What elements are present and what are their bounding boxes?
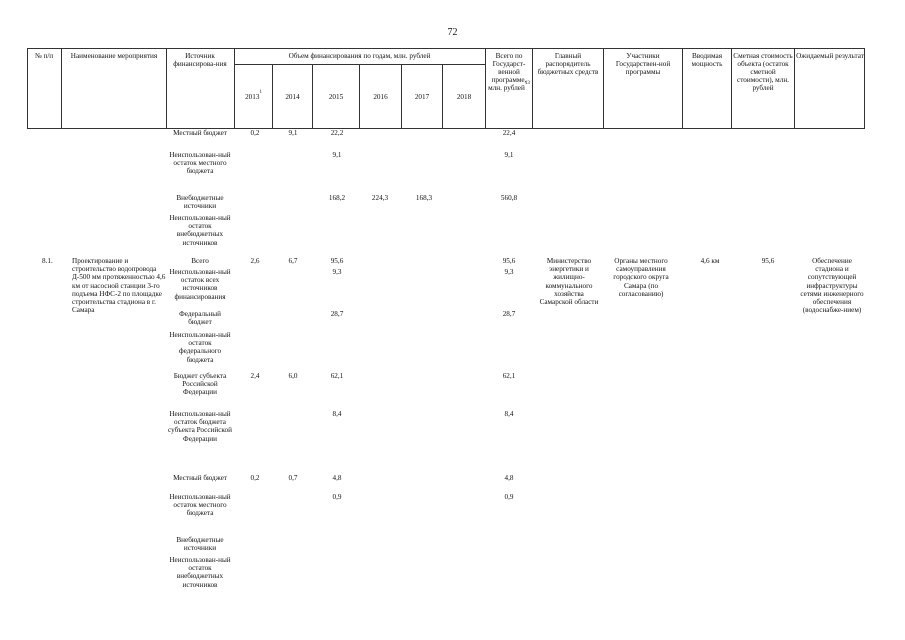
divider	[234, 49, 235, 128]
cell-2013: 2,4	[250, 372, 260, 380]
source-cell: Местный бюджет	[173, 474, 227, 482]
divider	[61, 49, 62, 128]
cell-2013: 2,6	[250, 257, 260, 265]
source-cell: Неиспользован-ный остаток местного бюджета	[169, 151, 231, 176]
source-cell: Неиспользован-ный остаток бюджета субъекта Российской Федерации	[167, 410, 232, 443]
table-header	[27, 48, 865, 129]
header-2016: 2016	[373, 93, 388, 101]
header-2014: 2014	[285, 93, 300, 101]
header-2018: 2018	[456, 93, 472, 101]
divider	[485, 49, 486, 128]
cell-2013: 0,2	[250, 474, 260, 482]
cell-2015: 28,7	[330, 310, 344, 318]
cell-total: 22,4	[502, 129, 516, 137]
cell-2015: 0,9	[332, 493, 342, 501]
header-estimate: Сметная стоимость объекта (остаток сметной стоимости), млн. рублей	[733, 52, 793, 92]
header-2013-label: 2013	[245, 93, 260, 101]
source-cell: Всего	[191, 257, 209, 265]
header-num: № п/п	[34, 52, 54, 60]
item-participants: Органы местного самоуправления городского округа Самара (по согласованию)	[613, 257, 669, 298]
item-name: Проектирование и строительство водопровода Д-500 мм протяженностью 4,6 км от насосной станции 3-го подъема НФС-2 по площадке строительства стадиона в г. Самара	[72, 257, 166, 315]
divider	[731, 49, 732, 128]
cell-total: 4,8	[504, 474, 514, 482]
divider	[794, 49, 795, 128]
item-manager: Министерство энергетики и жилищно-коммунального хозяйства Самарской области	[539, 257, 599, 307]
cell-total: 8,4	[504, 410, 514, 418]
cell-2013: 0,2	[250, 129, 260, 137]
header-manager: Главный распорядитель бюджетных средств	[537, 52, 599, 76]
header-2015: 2015	[328, 93, 344, 101]
header-2017: 2017	[414, 93, 430, 101]
source-cell: Неиспользован-ный остаток всех источников финансирования	[169, 268, 231, 301]
cell-total: 28,7	[502, 310, 516, 318]
item-estimate: 95,6	[761, 257, 775, 265]
cell-2015: 9,1	[332, 151, 342, 159]
header-name: Наименование мероприятия	[70, 52, 158, 60]
item-result: Обеспечение стадиона и сопутствующей инфраструктуры сетями инженерного обеспечения (водоснабже-нием)	[800, 257, 864, 315]
cell-2014: 9,1	[288, 129, 298, 137]
source-cell: Внебюджетные источники	[176, 194, 224, 211]
cell-2015: 22,2	[330, 129, 344, 137]
cell-total: 560,8	[500, 194, 518, 202]
cell-2015: 168,2	[328, 194, 346, 202]
header-result: Ожидаемый результат	[796, 52, 864, 60]
source-cell: Неиспользован-ный остаток федерального бюджета	[169, 331, 231, 364]
cell-total: 0,9	[504, 493, 514, 501]
cell-total: 95,6	[502, 257, 516, 265]
divider	[166, 49, 167, 128]
cell-2015: 62,1	[330, 372, 344, 380]
source-cell: Неиспользован-ный остаток внебюджетных источников	[169, 214, 231, 247]
header-total-label: Всего по Государст-венной программе, млн. рублей	[488, 52, 527, 92]
cell-2015: 9,3	[332, 268, 342, 276]
header-2013	[235, 90, 272, 101]
header-2013-sup: 1	[259, 90, 262, 95]
item-number: 8.1.	[42, 257, 53, 265]
cell-2015: 95,6	[330, 257, 344, 265]
divider	[603, 49, 604, 128]
divider	[532, 49, 533, 128]
cell-total: 9,3	[504, 268, 514, 276]
source-cell: Неиспользован-ный остаток внебюджетных источников	[169, 556, 231, 589]
header-volume: Объем финансирования по годам, млн. рублей	[288, 52, 431, 60]
divider	[682, 49, 683, 128]
cell-2016: 224,3	[371, 194, 389, 202]
header-total	[487, 52, 531, 92]
cell-2015: 4,8	[332, 474, 342, 482]
source-cell: Бюджет субъекта Российской Федерации	[173, 372, 227, 397]
cell-total: 9,1	[504, 151, 514, 159]
source-cell: Федеральный бюджет	[179, 310, 221, 327]
header-capacity: Вводимая мощность	[691, 52, 723, 68]
source-cell: Неиспользован-ный остаток местного бюджета	[169, 493, 231, 518]
cell-2014: 6,7	[288, 257, 298, 265]
page-number: 72	[447, 27, 458, 38]
cell-2014: 6,0	[288, 372, 298, 380]
cell-2017: 168,3	[415, 194, 433, 202]
item-capacity: 4,6 км	[700, 257, 720, 265]
header-participants: Участники Государствен-ной программы	[615, 52, 671, 76]
source-cell: Местный бюджет	[173, 129, 227, 137]
cell-2015: 8,4	[332, 410, 342, 418]
cell-2014: 0,7	[288, 474, 298, 482]
cell-total: 62,1	[502, 372, 516, 380]
source-cell: Внебюджетные источники	[176, 536, 224, 553]
divider	[234, 64, 485, 65]
header-source: Источник финансирова-ния	[173, 52, 227, 68]
header-total-sup: 13	[524, 81, 530, 86]
